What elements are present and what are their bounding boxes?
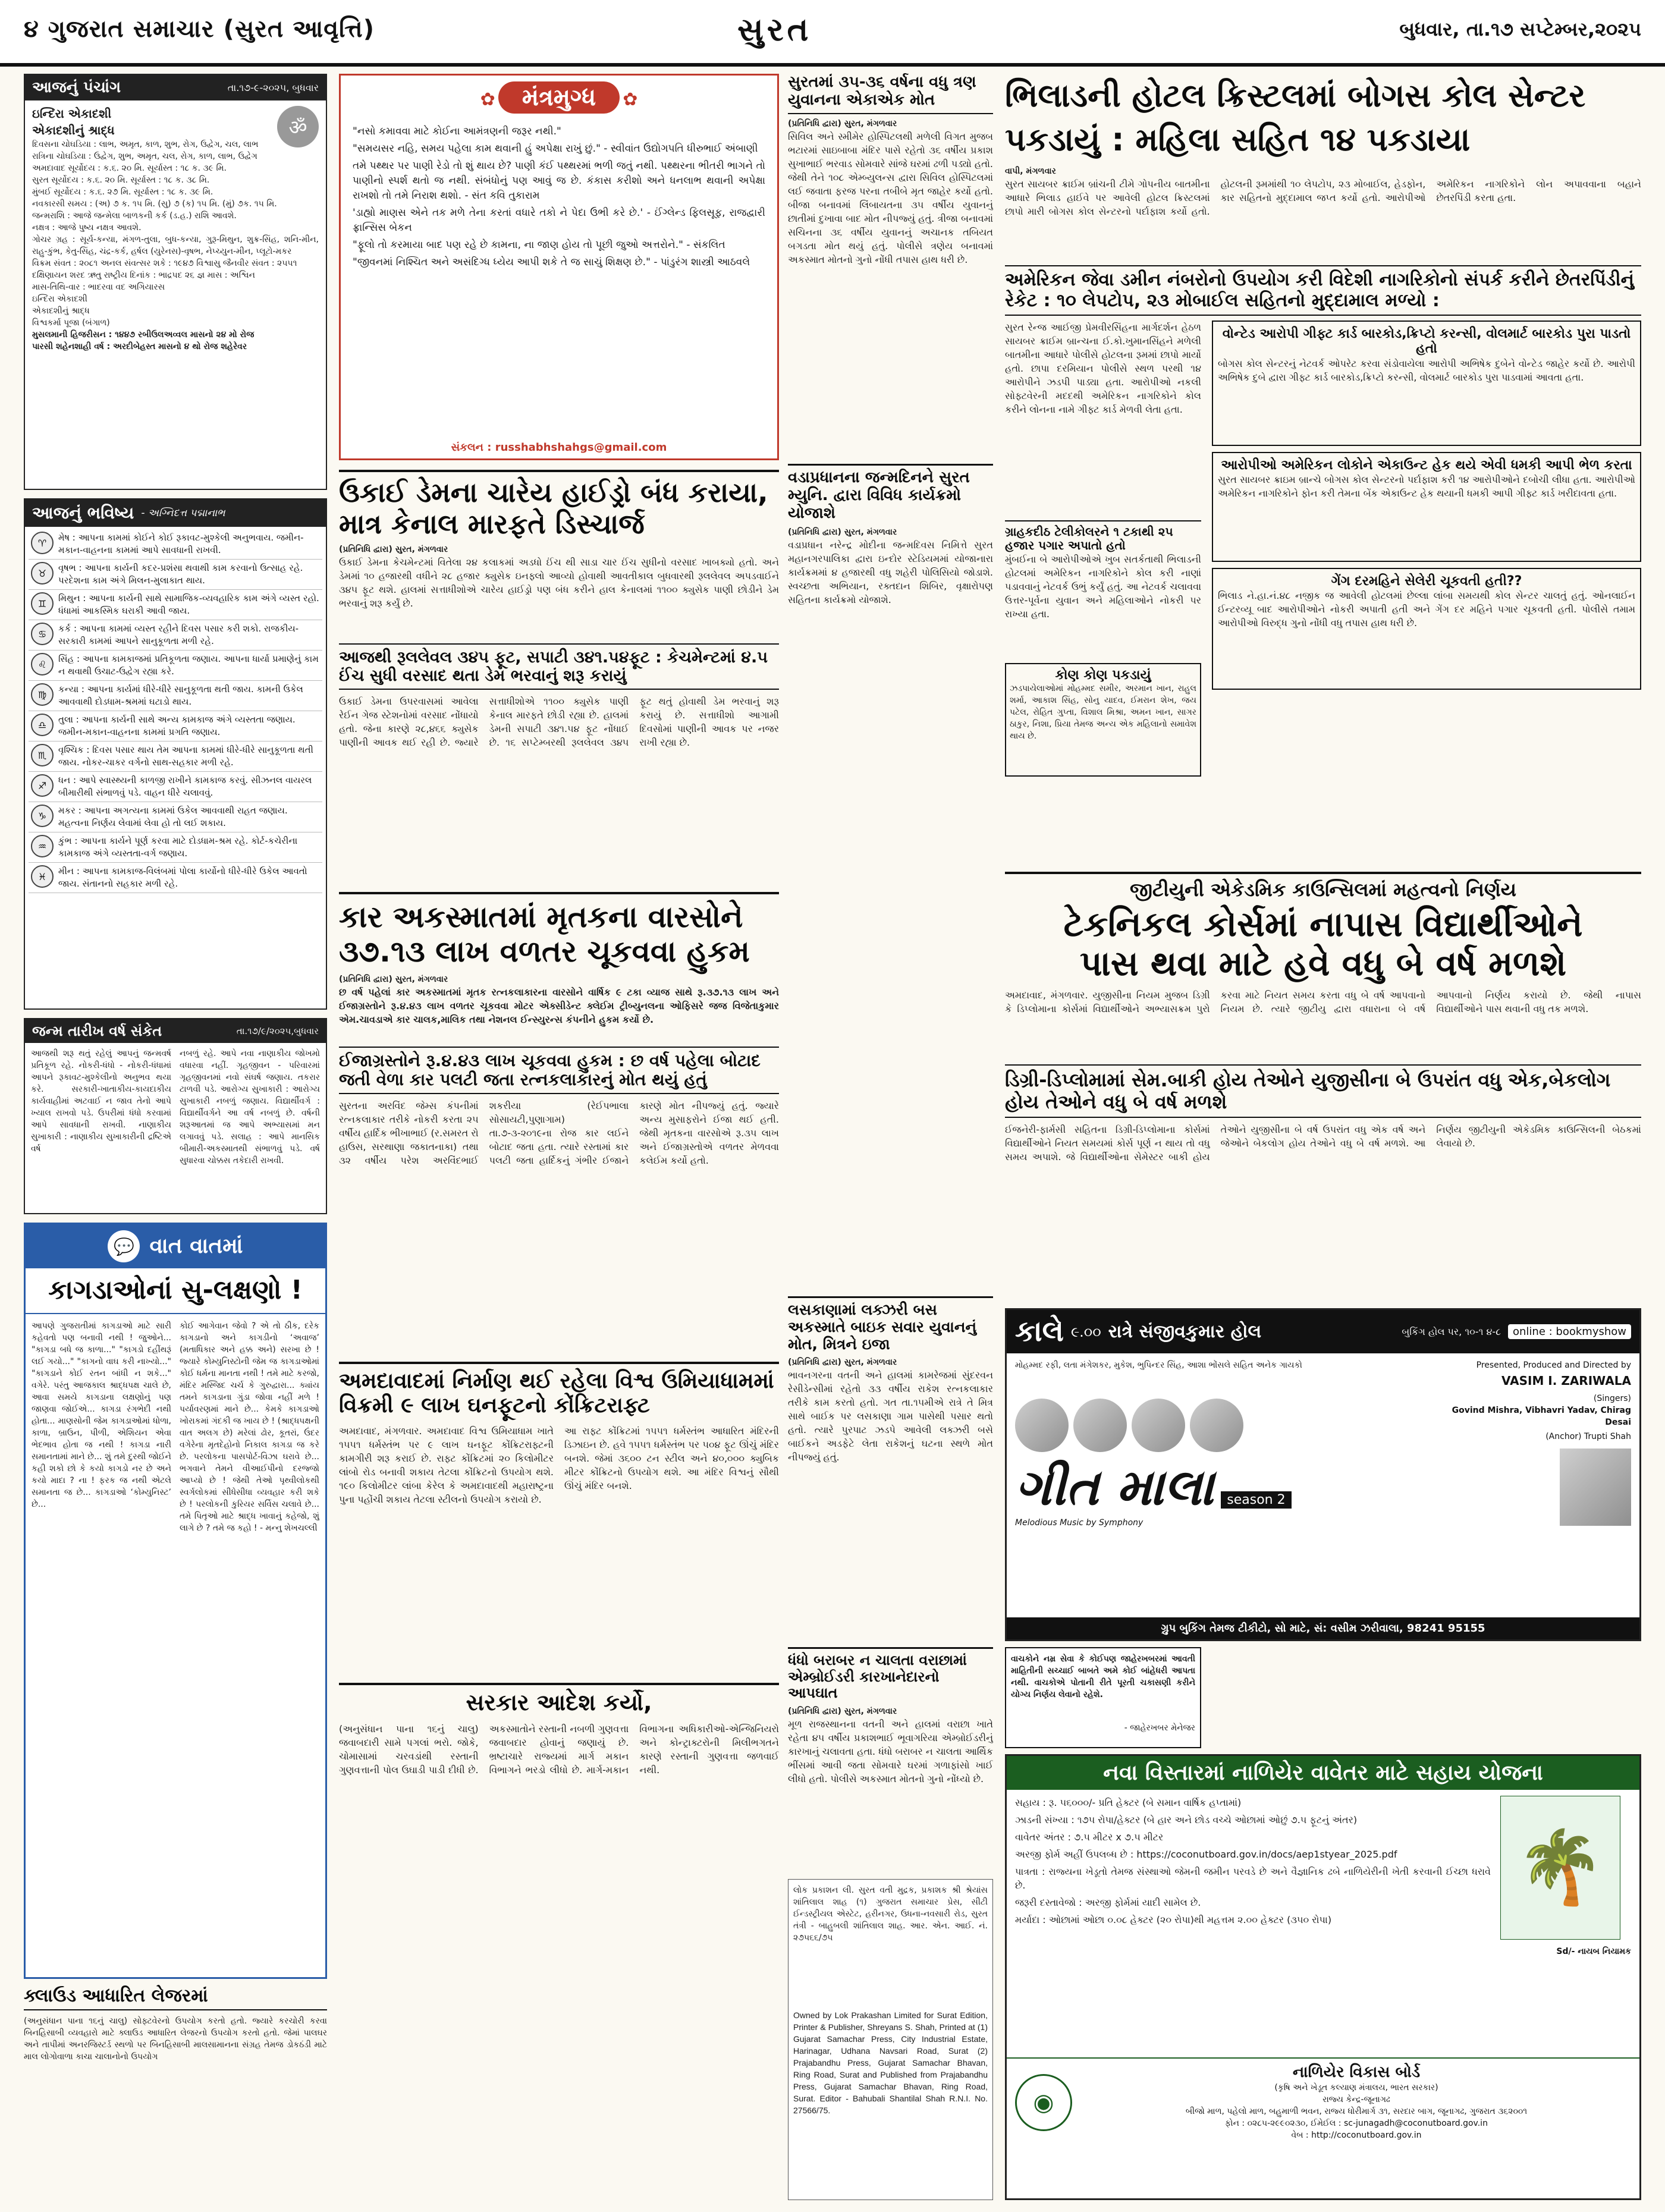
panchang-line: સુરત સૂર્યોદય : ક.૬. ૨૦ મિ. સૂર્યાસ્ત : ૧૮ ક. ૩૮ મિ. [32,175,210,185]
panchang-line: એકાદશીનું શ્રાદ્ધ [32,306,90,316]
gtu-headline-1: ટેકનિકલ કોર્સમાં નાપાસ વિદ્યાર્થીઓને [1063,903,1583,944]
panchang-line: મુંબઈ સૂર્યોદય : ક.૬. ૨૭ મિ. સૂર્યાસ્ત : ૧૮ ક. ૩૯ મિ. [32,187,213,197]
hotel-headline: ભિલાડની હોટલ ક્રિસ્ટલમાં બોગસ કોલ સેન્ટર પકડાયું : મહિલા સહિત ૧૪ પકડાયા [1005,77,1586,158]
singer-photo [1015,1399,1069,1452]
rashi-row [29,802,322,832]
ukai-text2: ઉકાઈ ડેમના ઉપરવાસમાં આવેલા રેઈન ગેજ સ્ટેશનોમાં વરસાદ નોંધાયો હતો. જેના કારણે ૨૮,૪૬૬ ક્યુસેક પાણીની આવક થઈ રહી છે. જ્યારે સત્તાધીશોએ ૧૧૦૦ ક્યુસેક પાણી કેનાલ મારફતે છોડી રહ્યા છે. હાલમાં ડેમની સપાટી ૩૪૧.૫૪ ફૂટ નોંધાઈ છે. ૧૬ સપ્ટેમ્બરથી રૂલલેવલ ૩૪૫ ફૂટ થતું હોવાથી ડેમ ભરવાનું શરૂ કરાયું છે. સત્તાધીશો આગામી દિવસોમાં પાણીની આવક પર નજર રાખી રહ્યા છે. [339,695,779,748]
panchang-box [24,74,327,490]
ad-title: ગીત માલા [1015,1458,1214,1516]
page-label: ૪ ગુજરાત સમાચાર (સુરત આવૃત્તિ) [24,15,375,43]
hotel-side-text: મુંબઈના બે આરોપીઓએ ખુબ સતર્કતાથી ભિલાડની હોટલમાં અમેરિકન નાગરિકોને કોલ કરી નાણાં પડાવવાનું નેટવર્ક ઉભું કર્યું હતું. આ નેટવર્ક ચલાવવા ઉત્તર-પૂર્વના યુવાન અને મહિલાઓને નોકરી પર રાખ્યા હતા. [1005,554,1201,620]
vaat-headline: કાગડાઓનાં સુ-લક્ષણો ! [26,1268,325,1314]
mantramugdh-title: મંત્રમુગ્ધ [498,81,620,114]
rashi-row [29,863,322,893]
coconut-line: જરૂરી દસ્તાવેજો : અરજી ફોર્મમાં યાદી સામેલ છે. [1015,1897,1201,1909]
hotel-box2 [1212,452,1641,562]
geetmala-ad[interactable] [1005,1308,1641,1641]
quote: "સમયસર નહિ, સમય પહેલા કામ થવાની હું અપેક્ષા રાખું છું." - સ્વીવાંત ઉદ્યોગપતિ ધીરુભાઈ અંબાણી [353,143,758,155]
lasakana-article [788,1296,993,1641]
ad-booking: બુકિંગ હોલ પર, ૧૦-૧ ૪-૮ [1402,1325,1501,1337]
rashi-text: મીન : આપના કામકાજ-વિલંબમાં પોલા કાર્યોનો ધીરે-ધીરે ઉકેલ આવતો જાય. સંતાનનો સહકાર મળી રહે. [58,866,307,889]
dhandho-byline: (પ્રતિનિધિ દ્વારા) સુરત, મંગળવાર [788,1706,897,1716]
rashi-row [29,681,322,711]
hotel-box1-title: વોન્ટેડ આરોપી ગીફ્ટ કાર્ડ બારકોડ,ક્રિપ્ટો કરન્સી, વોલમાર્ટ બારકોડ પુરા પાડતો હતો [1222,326,1631,357]
gtu-subhead: ડિગ્રી-ડિપ્લોમામાં સેમ.બાકી હોય તેઓને યુજીસીના બે ઉપરાંત વધુ એક,બેકલોગ હોય તેઓને વધુ બે વર્ષ મળશે [1005,1064,1641,1118]
birthday-date: તા.૧૭/૯/૨૦૨૫,બુધવાર [236,1026,319,1036]
zodiac-icon: ♉ [31,562,54,585]
ad-anchor: (Anchor) Trupti Shah [1545,1432,1631,1441]
rashi-text: કન્યા : આપના કાર્યમાં ધીરે-ધીરે સાનુકૂળતા થતી જાય. કામની ઉકેલ આવવાથી દોડધામ-શ્રમમાં ઘટાડો થાય. [58,684,303,707]
ukai-text1: ઉકાઈ ડેમના કેચમેન્ટમાં વિતેલા ૨૪ કલાકમાં અડધો ઈંચ થી સાડા ચાર ઈંચ સુધીનો વરસાદ ખાબક્યો હતો. અને ડેમમાં ૧૦ હજારથી વધીને ૨૮ હજાર ક્યુસેક ઇનફ્લો આવ્યો હોવાથી આવતીકાલ બુધવારથી રૂલલેવલ અપડવાઈને ૩૪૫ ફૂટ થશે. હાલમાં સત્તાધીશોએ ચારેય હાઈડ્રો પણ બંધ કરીને હાલ કેનાલમાં ૧૧૦૦ ક્યુસેક પાણી છોડીને ડેમ ભરવાનું શરૂ કર્યું છે. [339,556,779,609]
rashi-row [29,741,322,772]
coconut-line: ઝાડની સંખ્યા : ૧૭૫ રોપા/હેક્ટર (બે હાર અને છોડ વચ્ચે ઓછામાં ઓછું ૭.૫ ફૂટનું અંતર) [1015,1814,1358,1826]
coconut-tree-icon: 🌴 [1500,1796,1620,1940]
rashi-text: કુંભ : આપના કાર્યને પૂર્ણ કરવા માટે દોડધામ-શ્રમ રહે. કોર્ટ-કચેરીના કામકાજ અંગે વ્યસ્તતા-વર્ગ જણાય. [58,835,298,859]
ganesh-icon: ॐ [277,106,319,147]
hotel-text2: સુરત રેન્જ આઈજી પ્રેમવીરસિંહના માર્ગદર્શન હેઠળ સાયબર ક્રાઈમ બ્રાન્ચના ઈ.કો.ખુમાનસિંહને મળેલી બાતમીના આધારે પોલીસે હોટલના રૂમમાં છાપો માર્યો હતો. છાપા દરમિયાન પોલીસે સ્થળ પરથી ૧૪ આરોપીને ઝડપી પાડ્યા હતા. આરોપીઓ નકલી સોફ્ટવેરની મદદથી અમેરિકન નાગરિકોને કોલ કરીને લોનના નામે ગીફ્ટ કાર્ડ મેળવી લેતા હતા. [1005,322,1201,415]
zodiac-icon: ♐ [31,774,54,797]
director-photo [1560,1449,1631,1526]
imprint-english: Owned by Lok Prakashan Limited for Surat Edition, Printer & Publisher, Shreyans S. Shah, Printed at (1) Gujarat Samachar Press, City Industrial Estate, Harinagar, Udhana Navsari Road, Surat (2) Prajabandhu Press, Gujarat Samachar Bhavan, Ring Road, Surat and Published from Prajabandhu Press, Gujarat Samachar Bhavan, Ring Road, Surat. Editor - Bahubali Shantilal Shah R.N.I. No. 27566/75. [793,2010,988,2115]
cloud-text: (અનુસંધાન પાના ૧૬નું ચાલુ) સોફ્ટવેરનો ઉપયોગ કરતો હતો. જ્યારે કરચોરી કરવા બિનહિસાબી વ્યવહારો માટે ક્લાઉડ આધારિત લેજરનો ઉપયોગ કરતો હતો. જેમાં પાલઘર અને તાપીમાં અનરજિસ્ટર્ડ સ્થળો પર બિનહિસાબી માલસામાનના સંગ્રહ તેમજ ડોકઠંડી માટે માલ લોગોવાળા કાચા ચાલાનોનો ઉપયોગ [24,2016,327,2062]
birthday-col2: નબળું રહે. આપે નવા નાણાકીય જોખમો વધારવા નહીં. ગૃહજીવન - પરિવારમાં ગૃહજીવનમાં નવો સંઘર્ષ જણાય. તકરાર ટાળવી પડે. આરોગ્ય સુખાકારી : આરોગ્ય સુખાકારી નબળું જણાય. વિદ્યાર્થીવર્ગ : વિદ્યાર્થીવર્ગને આ વર્ષ નબળું છે. વર્ષની શરૂઆતમાં જ આપે અભ્યાસમાં મન લગાવવું પડે. સલાહ : આપે માનસિક બીમારી-અકસ્માતથી સંભાળવું પડે. વર્ષ સુધારવા ચોક્કસ તકેદારી રાખવી. [180,1049,320,1165]
modi-bday-article [788,464,993,844]
hotel-box1-text: બોગસ કોલ સેન્ટરનું નેટવર્ક ઓપરેટ કરવા સંડોવાયેલા આરોપી અભિષેક દુબેને વોન્ટેડ જાહેર કર્યો છે. આરોપી અભિષેક દુબે દ્વારા ગીફ્ટ કાર્ડ બારકોડ,ક્રિપ્ટો કરન્સી, વોલમાર્ટ બારકોડ પુરા પાડવામાં આવતા હતા. [1218,357,1635,383]
rashi-row [29,529,322,560]
ukai-subhead: આજથી રૂલલેવલ ૩૪૫ ફૂટ, સપાટી ૩૪૧.૫૪ફૂટ : કેચમેન્ટમાં ૪.૫ ઈંચ સુધી વરસાદ થતા ડેમ ભરવાનું શરૂ કરાયું [339,643,779,690]
panchang-line: ઇન્દિરા એકાદશી [32,294,87,304]
panchang-title: આજનું પંચાંગ [32,78,121,96]
zodiac-icon: ♎ [31,714,54,736]
panchang-line: વિક્રમ સંવત : ૨૦૮૧ અનલ સંવત્સર શકે : ૧૯૪૭ વિશ્વાસુ જૈનવીર સંવત : ૨૫૫૧ [32,259,297,268]
birthday-title: જન્મ તારીખ વર્ષ સંકેત [32,1023,162,1039]
hotel-box3 [1212,568,1641,690]
coconut-contact[interactable]: ફોન : ૦૨૮૫-૨૯૯૦૨૩૦, ઈમેઈલ : sc-junagadh@coconutboard.gov.in [1225,2119,1488,2129]
lasakana-text: ભાવનગરના વતની અને હાલમાં કામરેજમાં સુંદરવન રેસીડેન્સીમાં રહેતો ૩૩ વર્ષીય રાકેશ રત્નકલાકાર તરીકે કામ કરતો હતો. ગત તા.૧૫મીએ રાત્રે તે મિત્ર સાથે બાઈક પર લસકાણા ગામ પાસેથી પસાર થતો હતો. ત્યારે પુરપાટ ઝડપે આવેલી લક્ઝરી બસે બાઈકને અડફેટે લેતા રાકેશનું ઘટના સ્થળે મોત નીપજ્યું હતું. [788,1369,993,1463]
rashi-text: ધન : આપે સ્વાસ્થ્યની કાળજી રાખીને કામકાજ કરવું. સીઝનલ વાયરલ બીમારીથી સંભાળવું પડે. વાહન ધીરે ચલાવવું. [58,775,312,798]
notice-box [1005,1647,1201,1748]
coconut-lines [1015,1796,1491,2051]
ad-singers-label: (Singers) [1593,1394,1631,1403]
coconut-board-sub: (કૃષિ અને ખેડૂત કલ્યાણ મંત્રાલય, ભારત સરકાર) [1274,2083,1438,2093]
rashi-row [29,560,322,590]
lotus-icon: ✿ [480,89,495,110]
bhavishya-title: આજનું ભવિષ્ય [32,503,134,523]
dhandho-article [788,1647,993,1873]
compiler-label: સંકલન : [451,441,492,454]
coconut-web[interactable]: વેબ : http://coconutboard.gov.in [1291,2131,1422,2141]
coconut-line: વાવેતર અંતર : ૭.૫ મીટર x ૭.૫ મીટર [1015,1831,1164,1843]
coconut-ad [1005,1754,1641,2200]
ad-tagline: Melodious Music by Symphony [1015,1518,1143,1528]
rashi-row [29,832,322,863]
imprint-gujarati: લોક પ્રકાશન લી. સુરત વતી મુદ્રક, પ્રકાશક શ્રી શ્રેયાંસ શાંતિલાલ શાહ (૧) ગુજરાત સમાચાર પ્રેસ, સીટી ઈન્ડસ્ટ્રીયલ એસ્ટેટ, હરીનગર, ઉધના-નવસારી રોડ, સુરત તંત્રી - બાહુબલી શાંતિલાલ શાહ. આર. એન. આઈ. નં. ૨૭૫૬૬/૭૫ [793,1886,988,1943]
zodiac-icon: ♊ [31,592,54,615]
umiyadham-text1: અમદાવાદ, મંગળવાર. અમદાવાદ વિશ્વ ઉમિયાધામ ખાતે ૧૫૫૧ ધર્મસ્તંભ પર ૯ લાખ ઘનફૂટ કોંક્રિટરાફ્ટની કામગીરી શરૂ કરાઈ છે. રાફ્ટ કોંક્રિટમાં ૨૦ કિલોમીટર લાંબો રોડ બનાવી શકાય તેટલા કોંક્રિટનો ઉપયોગ થશે. ૧૯૦ કિલોમીટર લાંબા કેરેલ કે અમદાવાદથી મહારાષ્ટ્રના પુના પહોંચી શકાય તેટલા સ્ટીલનો ઉપયોગ કરાયો છે. [339,1425,554,1505]
accident-subhead: ઈજાગ્રસ્તોને રૂ.૪.૪૩ લાખ ચૂકવવા હુકમ : છ વર્ષ પહેલા બોટાદ જતી વેળા કાર પલટી જતા રત્નકલાકારનું મોત થયું હતું [339,1047,779,1094]
lasakana-byline: (પ્રતિનિધિ દ્વારા) સુરત, મંગળવાર [788,1358,897,1368]
zodiac-icon: ♏ [31,744,54,766]
rashi-text: સિંહ : આપના કામકાજમાં પ્રતિકૂળતા જણાય. આપના ધાર્યા પ્રમાણેનું કામ ન થવાથી ઉચાટ-ઉદ્વેગ રહ્યા કરે. [58,653,319,677]
modi-bday-text: વડાપ્રધાન નરેન્દ્ર મોદીના જન્મદિવસ નિમિત્તે સુરત મહાનગરપાલિકા દ્વારા ઇન્દોર સ્ટેડિયમમાં યોજાનારા કાર્યક્રમમાં ૪ હજારથી વધુ શહેરી પોલિસિયો જોડાશે. સ્વચ્છતા અભિયાન, રક્તદાન શિબિર, વૃક્ષારોપણ સહિતના કાર્યક્રમો યોજાશે. [788,539,993,605]
rashi-text: વૃશ્ચિક : દિવસ પસાર થાય તેમ આપના કામમાં ધીરે-ધીરે સાનુકૂળતા થતી જાય. નોકર-ચાકર વર્ગનો સાથ-સહકાર મળી રહે. [58,744,313,768]
coconut-line: મર્યાદા : ઓછામાં ઓછા ૦.૦૮ હેક્ટર (૨૦ રોપા)થી મહત્તમ ૨.૦૦ હેક્ટર (૩૫૦ રોપા) [1015,1914,1332,1926]
singer-photo [1190,1399,1243,1452]
issue-date: બુધવાર, તા.૧૭ સપ્ટેમ્બર,૨૦૨૫ [1399,18,1641,40]
lotus-icon: ✿ [623,89,638,110]
panchang-line: અમદાવાદ સૂર્યોદય : ક.૬. ૨૦ મિ. સૂર્યાસ્ત : ૧૮ ક. ૩૯ મિ. [32,164,227,173]
coconut-sign: Sd/- નાયબ નિયામક [1556,1947,1631,1957]
panchang-line: રાત્રિના ચોઘડિયા : ઉદ્વેગ, શુભ, અમૃત, ચલ, રોગ, કાળ, લાભ, ઉદ્વેગ [32,152,257,161]
masthead [0,0,1665,67]
quote: 'ડાહ્યો માણસ એને તક મળે તેના કરતાં વધારે તકો ને પેદા ઉભી કરે છે.' - ઈંગ્લેન્ડ ફિલસૂફ, રાજદ્વારી ફ્રાન્સિસ બેકન [353,207,765,234]
lasakana-headline: લસકાણામાં લક્ઝરી બસ અકસ્માતે બાઇક સવાર યુવાનનું મોત, મિત્રને ઇજા [788,1296,993,1353]
panchang-date: તા.૧૭-૯-૨૦૨૫, બુધવાર [227,81,319,93]
ad-director: VASIM I. ZARIWALA [1501,1374,1631,1388]
umiyadham-text2: આ રાફ્ટ કોંક્રિટમાં ૧૫૫૧ ધર્મસ્તંભ આધારિત મંદિરની ડિઝાઇન છે. હવે ૧૫૫૧ ધર્મસ્તંભ પર ૫૦૪ ફૂટ ઊંચું મંદિર બનશે. જેમાં ૩૬૦૦ ટન સ્ટીલ અને ૪૦,૦૦૦ ક્યુબિક મીટર કોંક્રિટનો ઉપયોગ થશે. આ મંદિર વિશ્વનું સૌથી ઊંચું મંદિર બનશે. [564,1425,779,1491]
quote: "નસો કમાવવા માટે કોઈના આમંત્રણની જરૂર નથી." [353,125,561,137]
rashi-text: મિથુન : આપના કાર્યની સાથે સામાજિક-વ્યવહારિક કામ અંગે વ્યસ્ત રહો. ધંધામાં આકસ્મિક ઘરાકી આવી જાય. [58,593,319,616]
rashi-text: વૃષભ : આપના કાર્યની કદર-પ્રશંસા થવાથી કામ કરવાનો ઉત્સાહ રહે. પરદેશના કામ અંગે મિલન-મુલાકાત થાય. [58,563,303,586]
cloud-story [24,1986,327,2200]
panchang-line: વિશ્વકર્મા પૂજા (બંગાળ) [32,318,110,328]
zodiac-icon: ♋ [31,623,54,645]
quote: તમે પથ્થર પર પાણી રેડો તો શું થાય છે? પાણી કંઈ પથ્થરમાં ભળી જતું નથી. પથ્થરના ભીતરી ભાગને તો પાણીનો સ્પર્શ થતો જ નથી. સંબંધોનું પણ આવું જ છે. કંકાસ કરીશો અને ધનલાભ થવાની અપેક્ષા રાખશો તો તમે નિરાશ થશો. - સંત કવિ તુકારામ [353,160,765,202]
panchang-lines [25,100,326,491]
panchang-line: દિવસના ચોઘડિયા : લાભ, અમૃત, કાળ, શુભ, રોગ, ઉદ્વેગ, ચલ, લાભ [32,140,259,149]
panchang-line: માસ-તિથિ-વાર : ભાદરવા વદ અગિયારસ [32,282,165,292]
zodiac-icon: ♓ [31,865,54,888]
coconut-line[interactable]: અરજી ફોર્મ અહીં ઉપલબ્ધ છે : https://coconutboard.gov.in/docs/aep1styear_2025.pdf [1015,1849,1397,1861]
imprint-box [788,1879,993,2200]
zodiac-icon: ♈ [31,532,54,554]
sarkar-article [339,1683,779,2200]
surat-death-text: સિવિલ અને સ્મીમેર હોસ્પિટલથી મળેલી વિગત મુજબ ભટારમાં સાઇબાબા મંદિર પાસે રહેતો ૩૬ વર્ષીય પ્રકાશ સુખાભાઈ ભરવાડ સોમવારે સાંજે ઘરમાં ઢળી પડ્યો હતો. જેથી તેને ૧૦૮ એમ્બ્યુલન્સ દ્વારા સિવિલ હોસ્પિટલમાં લઈ જવાતા ફરજ પરના તબીબે મૃત જાહેર કર્યો હતો. બીજા બનાવમાં લિંબાયતના ૩૫ વર્ષીય યુવાનનું છાતીમાં દુખાવા બાદ મોત નીપજ્યું હતું. ત્રીજા બનાવમાં સચિનના ૩૬ વર્ષીય યુવાનનું અચાનક તબિયત બગડતા મોત થયું હતું. પોલીસે ત્રણેય બનાવમાં અકસ્માત મોતનો ગુનો નોંધી તપાસ હાથ ધરી છે. [788,130,993,265]
panchang-line: દક્ષિણાયન શરદ ઋતુ રાષ્ટ્રીય દિનાંક : ભાદ્રપદ ૨૬ જ્ઞ માસ : અશ્વિન [32,271,255,280]
rashi-text: કર્ક : આપના કામમાં વ્યસ્ત રહીને દિવસ પસાર કરી શકો. રાજકીય-સરકારી કામમાં આપને સાનુકૂળતા મળી રહે. [58,623,299,646]
zodiac-icon: ♌ [31,653,54,675]
panchang-line: ઇન્દિરા એકાદશી [32,106,112,121]
notice-text: વાચકોને નમ્ર સેવા કે કોઈપણ જાહેરખબરમાં આવતી માહિતીની સચ્ચાઈ બાબતે અમે કોઈ બાંહેધરી આપતા નથી. વાચકોએ પોતાની રીતે પૂરતી ચકાસણી કરીને યોગ્ય નિર્ણય લેવાનો રહેશે. [1011,1654,1195,1699]
zodiac-icon: ♒ [31,835,54,857]
ad-time: ૯.૦૦ [1070,1323,1101,1340]
coconut-address: બીજો માળ, પહેલો માળ, બહુમાળી ભવન, રાજ્ય ધોરીમાર્ગ ૩૧, સરદાર બાગ, જૂનાગઢ, ગુજરાત ૩૬૨૦૦૧ [1185,2107,1528,2117]
rashi-row [29,651,322,681]
zodiac-icon: ♍ [31,683,54,706]
gtu-article [1005,872,1641,1300]
rashi-row [29,620,322,651]
hotel-byline: વાપી, મંગળવાર [1005,166,1056,176]
rashi-text: તુલા : આપના કાર્યની સાથે અન્ય કામકાજ અંગે વ્યસ્તતા જણાય. જમીન-મકાન-વાહનના કામમાં પ્રગતિ જણાય. [58,714,296,737]
accident-article [339,892,993,1356]
ad-cast: મોહમ્મદ રફી, લતા મંગેશકર, મુકેશ, ભુપિન્દર સિંહ, આશા ભોંસલે સહિત અનેક ગાયકો [1015,1360,1302,1370]
umiyadham-headline: અમદાવાદમાં નિર્માણ થઈ રહેલા વિશ્વ ઉમિયાધામમાં વિક્રમી ૯ લાખ ઘનફૂટનો કોંક્રિટરાફ્ટ [339,1362,779,1418]
mantramugdh-box [339,74,779,460]
edition-title: સુરત [737,11,812,48]
accident-byline: (પ્રતિનિધિ દ્વારા) સુરત, મંગળવાર [339,975,448,984]
rashi-row [29,711,322,741]
ad-season: season 2 [1221,1491,1291,1509]
surat-death-article [788,74,993,454]
coconut-line: પાત્રતા : રાજ્યના ખેડૂતો તેમજ સંસ્થાઓ જેમની જમીન પરવડે છે અને વૈજ્ઞાનિક ઢબે નાળિયેરીની ખેતી કરવાની ઈચ્છા ધરાવે છે. [1015,1866,1491,1891]
speech-icon: 💬 [108,1230,140,1262]
rashi-row [29,590,322,620]
ad-venue: રાત્રે સંજીવકુમાર હોલ [1108,1321,1262,1342]
hotel-names-box [1005,663,1201,777]
compiler-email[interactable]: russhabhshahgs@gmail.com [495,441,667,454]
rashi-text: મેષ : આપના કામમાં કોઈને કોઈ રૂકાવટ-મુશ્કેલી અનુભવાય. જમીન-મકાન-વાહનના કામમાં આપે સાવધાની રાખવી. [58,532,304,555]
bhavishya-box [24,498,327,1010]
quote: "ફૂલો તો કરમાયા બાદ પણ રહે છે કામના, ના જાણ હોય તો પૂછી જુઓ અત્તરોને." - સંકલિત [353,239,725,251]
hotel-side-title: ગ્રાહકદીઠ ટેલીકોલરને ૧ ટકાથી ૨૫ હજાર પગાર અપાતો હતો [1005,520,1201,552]
hotel-subhead: અમેરિકન જેવા ડમીન નંબરોનો ઉપયોગ કરી વિદેશી નાગરિકોનો સંપર્ક કરીને છેતરપિંડીનું રેકેટ : ૧૦ લેપટોપ, ૨૩ મોબાઈલ સહિતનો મુદ્દામાલ મળ્યો : [1005,265,1641,316]
modi-bday-headline: વડાપ્રધાનના જન્મદિનને સુરત મ્યુનિ. દ્વારા વિવિધ કાર્યક્રમો યોજાશે [788,464,993,523]
coconut-board-name: નાળિયેર વિકાસ બોર્ડ [1292,2063,1421,2082]
rashi-row [29,772,322,802]
gtu-text2: ઈજનેરી-ફાર્મસી સહિતના ડિગ્રી-ડિપ્લોમાના કોર્સમાં વિદ્યાર્થીઓને નિયત સમયમાં કોર્સ પૂર્ણ ન થાય તો વધુ સમય અપાશે. જે વિદ્યાર્થીઓના સેમેસ્ટર બાકી હોય તેઓને યુજીસીના બે વર્ષ ઉપરાંત વધુ એક વર્ષ અને જેઓને બેકલોગ હોય તેઓને વધુ બે વર્ષ મળશે. આ નિર્ણય જીટીયુની એકેડમિક કાઉન્સિલની બેઠકમાં લેવાયો છે. [1005,1123,1641,1162]
bhavishya-author: - અગ્નિદત્ત પદ્માનાભ [141,507,225,519]
birthday-col1: આજથી શરૂ થતું રહેલું આપનું જન્મવર્ષ પ્રતિકૂળ રહે. નોકરી-ધંધો - નોકરી-ધંધામાં આપને રૂકાવટ-મુશ્કેલીનો અનુભવ થયા કરે. સરકારી-ખાતાકીય-કાયદાકીય કાર્યવાહીમાં અટવાઈ ન જાવ તેનો આપે ખ્યાલ રાખવો પડે. ઉપરીમાં ધંધો કરવામાં આપે સાવધાની રાખવી. નાણાકીય સુખાકારી : નાણાકીય સુખાકારીની દ્રષ્ટિએ વર્ષ [31,1049,171,1154]
singer-photo [1073,1399,1127,1452]
hotel-box3-title: ગેંગ દરમહિને સેલેરી ચૂકવતી હતી?? [1331,573,1522,589]
ad-prefix: કાલે [1015,1315,1064,1348]
sarkar-headline: સરકાર આદેશ કર્યો, [339,1683,779,1716]
panchang-line: પારસી શહેનશાહી વર્ષ : અરદીબેહસ્ત માસનો ૪ થો રોજ શહેરેવર [32,342,247,351]
panchang-line: નવકારસી સમય : (અ) ૭ ક. ૧૫ મિ. (સુ) ૭ (ક) ૧૫ મિ. (મું) ૭ક. ૧૫ મિ. [32,199,277,209]
accident-lead: છ વર્ષ પહેલાં કાર અકસ્માતમાં મૃતક રત્નકલાકારના વારસોને વાર્ષિક ૯ ટકા વ્યાજ સાથે રૂ.૩૭.૧૩ લાખ અને ઈજાગ્રસ્તોને રૂ.૪.૪૩ લાખ વળતર ચૂકવવા મોટર એક્સીડેન્ટ ક્લેઈમ ટ્રીબ્યુનલના ઓફિસરે જજ વિજેતાકુમાર એમ.ચાવડાએ કાર ચાલક,માલિક તથા નેશનલ ઈન્સ્યુરન્સ કંપનીને હુકમ કર્યો છે. [339,986,779,1025]
accident-text: સુરતના અરવિંદ જેમ્સ કંપનીમાં રત્નકલાકાર તરીકે નોકરી કરતા ૨૫ વર્ષીય હાર્દિક ભીખાભાઈ (ર.સમરત રો હાઉસ, સરથાણા જકાતનાકા) તથા ૩૨ વર્ષીય પરેશ અરવિંદભાઈ શકરીયા (રેઈપભાલા સોસાયટી,પુણાગામ) તા.૭-૩-૨૦૧૯ના રોજ કાર લઈને બોટાદ જતા હતા. ત્યારે રસ્તામાં કાર પલટી જતા હાર્દિકનું ગંભીર ઈજાને કારણે મોત નીપજ્યું હતું. જ્યારે અન્ય મુસાફરોને ઈજા થઈ હતી. જેથી મૃતકના વારસોએ રૂ.૩૫ લાખ અને ઈજાગ્રસ્તોએ વળતર મેળવવા કલેઈમ કર્યો હતો. [339,1100,779,1167]
coconut-board-logo: ◉ [1015,2074,1072,2131]
vaat-box [24,1223,327,1979]
ad-singers: Govind Mishra, Vibhavri Yadav, Chirag Desai [1452,1406,1631,1427]
cloud-headline: ક્લાઉડ આધારિત લેજરમાં [24,1986,327,2010]
gtu-text1: અમદાવાદ, મંગળવાર. યુજીસીના નિયમ મુજબ ડિગ્રી કે ડિપ્લોમાના કોર્સમાં વિદ્યાર્થીઓને અભ્યાસક્રમ પુરો કરવા માટે નિયત સમય કરતા વધુ બે વર્ષ આપવાનો નિયમ છે. ત્યારે જીટીયુ દ્વારા વધારાના બે વર્ષ આપવાનો નિર્ણય કરાયો છે. જેથી નાપાસ વિદ્યાર્થીઓને પાસ થવાની વધુ તક મળશે. [1005,989,1641,1015]
dhandho-headline: ધંધો બરાબર ન ચાલતા વરાછામાં એમ્બ્રોઈડરી કારખાનેદારનો આપઘાત [788,1647,993,1702]
notice-signature: - જાહેરખબર મેનેજર [1124,1723,1195,1733]
sarkar-text: (અનુસંધાન પાના ૧૬નું ચાલુ) જવાબદારી સામે પગલાં ભરો. જોકે, ચોમાસામાં ચરવડાંથી રસ્તાની ગુણવત્તાની પોલ ઉઘાડી પાડી દીધી છે. અકસ્માતોને રસ્તાની નબળી ગુણવત્તા જવાબદાર હોવાનું જણાયું છે. ભ્રષ્ટાચારે રાજ્યમાં માર્ગ મકાન વિભાગને ભરડો લીધો છે. માર્ગ-મકાન વિભાગના અધિકારીઓ-એન્જિનિયરો અને કોન્ટ્રાક્ટરોની મિલીભગતને કારણે રસ્તાની ગુણવત્તા જળવાઈ નથી. [339,1723,779,1776]
hotel-box2-text: સુરત સાયબર ક્રાઇમ બ્રાન્ચે બોગસ કોલ સેન્ટરનો પર્દાફાશ કરી ૧૪ આરોપીઓને દબોચી લીધા હતા. આરોપીઓ અમેરિકન નાગરિકોને ફોન કરી તેમના બેંક એકાઉન્ટ હેક થયાની ધમકી આપી ગીફ્ટ કાર્ડ ખરીદાવતા હતા. [1218,473,1635,499]
umiyadham-article [339,1362,779,1671]
ad-presented: Presented, Produced and Directed by [1476,1360,1631,1370]
hotel-box1 [1212,321,1641,446]
ukai-byline: (પ્રતિનિધિ દ્વારા) સુરત, મંગળવાર [339,544,448,554]
dhandho-text: મૂળ રાજસ્થાનના વતની અને હાલમાં વરાછા ખાતે રહેતા ૪૫ વર્ષીય પ્રકાશભાઈ ભૂવાગરિયા એમ્બ્રોઈડરીનું કારખાનું ચલાવતા હતા. ધંધો બરાબર ન ચાલતા આર્થિક ભીંસમાં આવી જતા સોમવારે ઘરમાં ગળાફાંસો ખાઈ લીધો હતો. પોલીસે અકસ્માત મોતનો ગુનો નોંધ્યો છે. [788,1718,993,1784]
rashi-list [25,527,326,896]
zodiac-icon: ♑ [31,805,54,827]
ad-footer: ગ્રુપ બુકિંગ તેમજ ટીકીટો, સો માટે, સં: વસીમ ઝરીવાલા, 98241 95155 [1007,1617,1639,1639]
modi-bday-byline: (પ્રતિનિધિ દ્વારા) સુરત, મંગળવાર [788,527,897,537]
panchang-line: નક્ષત્ર : આજે પુષ્ય નક્ષત્ર આવશે. [32,223,142,232]
gtu-kicker: જીટીયુની એકેડમિક કાઉન્સિલમાં મહત્વનો નિર્ણય [1005,872,1641,901]
gtu-headline-2: પાસ થવા માટે હવે વધુ બે વર્ષ મળશે [1079,943,1567,984]
coconut-line: સહાય : રૂ. ૫૬૦૦૦/- પ્રતિ હેક્ટર (બે સમાન વાર્ષિક હપ્તામાં) [1015,1797,1242,1809]
singer-photo [1132,1399,1185,1452]
hotel-text1: સુરત સાયબર ક્રાઈમ બ્રાંચની ટીમે ગોપનીય બાતમીના આધારે ભિલાડ હાઈવે પર આવેલી હોટલ ક્રિસ્ટલમાં છાપો મારી બોગસ કોલ સેન્ટરનો પર્દાફાશ કર્યો હતો. હોટલની રૂમમાંથી ૧૦ લેપટોપ, ૨૩ મોબાઈલ, હેડફોન, કાર સહિતનો મુદ્દામાલ જપ્ત કર્યો હતો. આરોપીઓ અમેરિકન નાગરિકોને લોન અપાવવાના બહાને છેતરપિંડી કરતા હતા. [1005,178,1641,217]
ukai-headline: ઉકાઈ ડેમના ચારેય હાઈડ્રો બંધ કરાયા, માત્ર કેનાલ મારફતે ડિસ્ચાર્જ [339,470,779,540]
quote: "જીવનમાં નિશ્ચિત અને અસંદિગ્ધ ધ્યેય આપી શકે તે જ સાચું શિક્ષણ છે." - પાંડુરંગ શાસ્ત્રી આઠવલે [353,256,750,268]
panchang-line: જન્મરાશિ : આજે જન્મેલા બાળકની કર્ક (ડ.હ.) રાશિ આવશે. [32,211,237,221]
hotel-names-title: કોણ કોણ પકડાયું [1055,668,1151,683]
coconut-title: નવા વિસ્તારમાં નાળિયેર વાવેતર માટે સહાય યોજના [1007,1756,1639,1790]
surat-death-headline: સુરતમાં ૩૫-૩૬ વર્ષના વધુ ત્રણ યુવાનના એકાએક મોત [788,74,993,114]
vaat-col2: કોઈ આગેવાન જેવો ? એ તો ઠીક, દરેક કાગડાનો અને કાગડીનો ‘અવાજ’ (મતાધિકાર અને હક્ક અને) સરખા છે ! જ્યારે કોમ્યુનિસ્ટોની જેમ જ કાગડાઓમાં કોઈ ધર્મના માનતા નથી ! તમે માટે કરજો, મંદિર મસ્જિદ ચર્ચ કે ગુરુદ્વારા... ક્યાંય તમને કાગડાના ગુંડા જોવા નહીં મળે ! પર્યાવરણમાં માને છે... કેમકે કાગડાઓ ખોરાકમાં ગંદકી જ ખાય છે ! (શ્રાદ્ધપક્ષની વાત અલગ છે) મરેલાં ઢોર, કૂતરાં, ઉંદર વગેરેના મૃતદેહોનો નિકાલ કાગડા જ કરે છે. પરલોકના પાસપોર્ટ-વિઝા ઘરાવે છે... ભગવાને તેમને વીઆઈપીનો દરજ્જો આપ્યો છે ! જેથી તેઓ પૃથ્વીલોકથી સ્વર્ગલોકમાં સીધેસીધા વ્યવહાર કરી શકે છે ! પરલોકની કુરિયર સર્વિસ ચલાવે છે... તમે પિતૃઓ માટે શ્રાદ્ધ ખાવાનું કહેજો, શું લાગે છે ? તમે જ કહો ! - મન્નુ શેખચલ્લી [180,1321,319,1533]
hotel-article [1005,74,1641,865]
panchang-line: એકાદશીનું શ્રાદ્ધ [32,123,115,137]
surat-death-byline: (પ્રતિનિધિ દ્વારા) સુરત, મંગળવાર [788,118,897,128]
vaat-col1: આપણે ગુજરાતીમાં કાગડાઓ માટે સારી કહેવતો પણ બનાવી નથી ! જુઓને... "કાગડા બધે જ કાળા..." "કાગડો દહીંથરૂં લઈ ગયો..." "કાગનો વાઘ કરી નાખ્યો..." "કાગડાને કોઈ રતન બાંધી ન શકે..." વગેરે. પરંતુ આજકાલ શ્રાદ્ધપક્ષ ચાલે છે, આવા સમયે કાગડાના લક્ષણોનું પણ જાણવા જોઈએ... કાગડા રંગભેદી નથી હોતા... માણસોની જેમ કાગડાઓમાં ધોળા, કાળા, બ્રાઉન, પીળી, એશિયન એવા ભેદભાવ હોતા જ નથી ! કાગડા નારી સમાનતામાં માને છે... શું તમે દુરથી જોઈને કહી શકો છો કે કયો કાગડો નર છે અને કયો માદા ? ના ! ફરક જ નથી એટલે સમાનતા જ છે... કાગડાઓ ‘કોમ્યુનિસ્ટ’ છે... [32,1321,171,1509]
panchang-line: મુસલમાની હિજરીસન : ૧૪૪૭ રબીઉલઅવ્વલ માસનો ૨૪ મો રોજ [32,330,255,340]
mantramugdh-quotes [341,120,777,433]
coconut-board-office: રાજ્ય કેન્દ્ર-જૂનાગઢ [1322,2095,1390,2105]
vaat-title: વાત વાતમાં [149,1234,243,1258]
panchang-line: ગોચર ગ્રહ : સૂર્ય-કન્યા, મંગળ-તુલા, બુધ-કન્યા, ગુરૂ-મિથુન, શુક્ર-સિંહ, શનિ-મીન, રાહુ-કુંભ, કેતુ-સિંહ, ચંદ્ર-કર્ક, હર્ષલ (યુરેનસ)-વૃષભ, નેપ્ચ્યુન-મીન, પ્લૂટો-મકર [32,235,319,256]
ukai-article [339,470,779,886]
birthday-box [24,1018,327,1214]
accident-headline: કાર અકસ્માતમાં મૃતકના વારસોને ૩૭.૧૩ લાખ વળતર ચૂકવવા હુકમ [339,892,779,969]
hotel-names-text: ઝડપાયેલાઓમાં મોહમ્મદ સમીર, અરમાન ખાન, રાહુલ શર્મા, આકાશ સિંહ, સોનુ યાદવ, ઈમરાન શેખ, જય પટેલ, રોહિત ગુપ્તા, વિશાલ મિશ્રા, અમન ખાન, સાગર ઠાકુર, નિશા, પ્રિયા તેમજ અન્ય એક મહિલાનો સમાવેશ થાય છે. [1010,684,1196,741]
hotel-box2-title: આરોપીઓ અમેરિકન લોકોને એકાઉન્ટ હેક થયે એવી ધમકી આપી ભેળ કરતા [1221,457,1632,473]
hotel-box3-text: ભિલાડ ને.હા.નં.૪૮ નજીક જ આવેલી હોટલમાં છેલ્લા લાંબા સમયથી કોલ સેન્ટર ચાલતું હતું. ઓનલાઈન ઈન્ટરવ્યૂ બાદ આરોપીઓને નોકરી અપાતી હતી અને ગેંગ દર મહિને પગાર ચૂકવતી હતી. પોલીસે તમામ આરોપીઓ વિરુદ્ધ ગુનો નોંધી વધુ તપાસ હાથ ધરી છે. [1218,590,1635,629]
rashi-text: મકર : આપના અગત્યના કામમાં ઉકેલ આવવાથી રાહત જણાય. મહત્વના નિર્ણય લેવામાં લેવા હો તો લઈ શકાય. [58,805,288,828]
ad-online[interactable]: online : bookmyshow [1508,1324,1631,1339]
